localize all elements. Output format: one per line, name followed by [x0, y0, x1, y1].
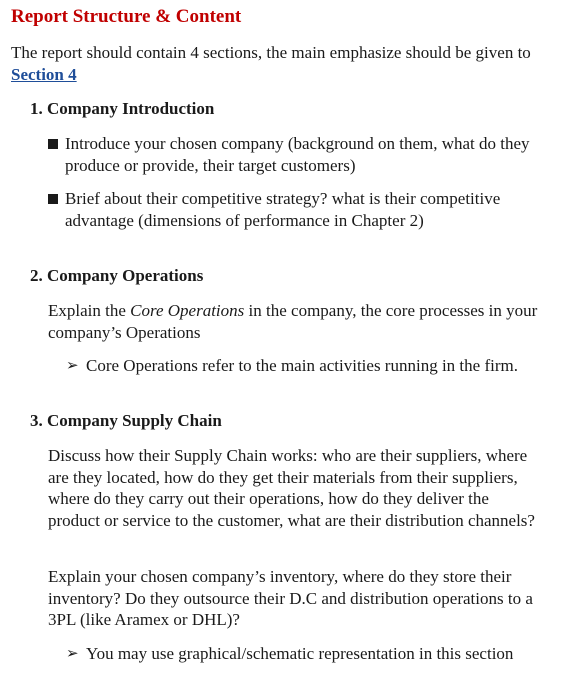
- section-3-arrow-item: [66, 643, 536, 665]
- section-3-paragraph-2: Explain your chosen company’s inventory, where do they store their inventory? Do they outsource their D.C and distribution operations to a 3PL (like Aramex or DHL)?: [48, 567, 533, 629]
- arrow-item-text: Core Operations refer to the main activities running in the firm.: [86, 356, 518, 375]
- section-2-arrow-item: [66, 355, 536, 377]
- section-1-bullet-1: [48, 133, 543, 176]
- para-text: in the company, the core processes in your company’s Operations: [48, 301, 538, 342]
- arrowhead-bullet-icon: ➢: [66, 356, 79, 374]
- section-2-paragraph: [48, 300, 543, 343]
- intro-text: The report should contain 4 sections, the main emphasize should be given to: [11, 43, 531, 62]
- bullet-text: Introduce your chosen company (background on them, what do they produce or provide, their target customers): [65, 134, 530, 175]
- square-bullet-icon: [48, 139, 58, 149]
- section-1-heading: 1. Company Introduction: [30, 99, 215, 118]
- arrow-item-text: You may use graphical/schematic representation in this section: [86, 644, 514, 663]
- section-2-heading: 2. Company Operations: [30, 266, 204, 285]
- section-3-heading: 3. Company Supply Chain: [30, 411, 222, 430]
- bullet-text: Brief about their competitive strategy? what is their competitive advantage (dimensions of performance in Chapter 2): [65, 189, 501, 230]
- intro-paragraph: [11, 42, 551, 86]
- arrowhead-bullet-icon: ➢: [66, 644, 79, 662]
- section-4-link[interactable]: Section 4: [11, 65, 77, 84]
- page-title: Report Structure & Content: [11, 6, 242, 27]
- para-emphasis: Core Operations: [130, 301, 245, 320]
- section-1-bullet-2: [48, 188, 543, 231]
- section-3-paragraph-1: Discuss how their Supply Chain works: who are their suppliers, where are they located, how do they get their materials from their suppliers, where do they carry out their operations, how do they deliver the product or service to the customer, what are their distribution channels?: [48, 446, 535, 530]
- square-bullet-icon: [48, 194, 58, 204]
- para-text: Explain the: [48, 301, 131, 320]
